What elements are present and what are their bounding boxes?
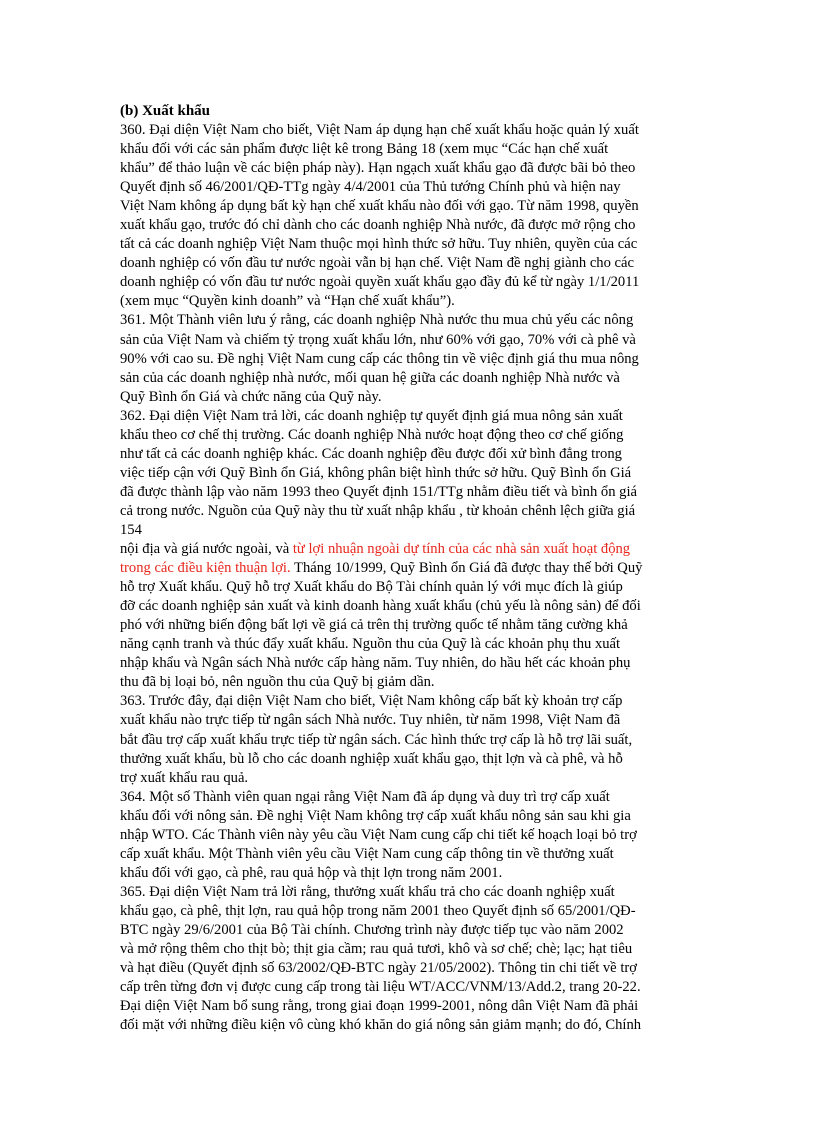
text-line: [120, 616, 668, 635]
text-line: [120, 273, 668, 292]
text-line: [120, 559, 668, 578]
text-segment: phó với những biến động bất lợi về giá cả trên thị trường quốc tế nhằm tăng cường khả: [120, 617, 628, 634]
text-segment: 365. Đại diện Việt Nam trả lời rằng, thưởng xuất khẩu trả cho các doanh nghiệp xuất: [120, 883, 615, 900]
text-line: [120, 140, 668, 159]
text-line: [120, 540, 668, 559]
text-segment: Việt Nam không áp dụng bất kỳ hạn chế xuất khẩu nào đối với gạo. Từ năm 1998, quyền: [120, 198, 639, 215]
text-line: [120, 445, 668, 464]
text-segment: khẩu đối với nông sản. Đề nghị Việt Nam không trợ cấp xuất khẩu nông sản sau khi gia: [120, 807, 631, 824]
text-line: [120, 902, 668, 921]
text-line: [120, 483, 668, 502]
text-line: [120, 750, 668, 769]
text-segment: cấp trên từng đơn vị được cung cấp trong tài liệu WT/ACC/VNM/13/Add.2, trang 20-22.: [120, 979, 641, 996]
text-segment: Đại diện Việt Nam bổ sung rằng, trong giai đoạn 1999-2001, nông dân Việt Nam đã phải: [120, 998, 639, 1015]
text-line: [120, 731, 668, 750]
text-segment: xuất khẩu nào trực tiếp từ ngân sách Nhà nước. Tuy nhiên, từ năm 1998, Việt Nam đã: [120, 712, 621, 729]
text-segment: bắt đầu trợ cấp xuất khẩu trực tiếp từ ngân sách. Các hình thức trợ cấp là hỗ trợ lãi suất,: [120, 731, 633, 748]
text-line: [120, 350, 668, 369]
highlighted-text: từ lợi nhuận ngoài dự tính của các nhà sản xuất hoạt động: [292, 541, 631, 558]
text-line: [120, 159, 668, 178]
text-segment: 90% với cao su. Đề nghị Việt Nam cung cấp các thông tin về việc định giá thu mua nông: [120, 350, 639, 367]
text-line: [120, 997, 668, 1016]
text-segment: xuất khẩu gạo, trước đó chỉ dành cho các doanh nghiệp Nhà nước, đã được mở rộng cho: [120, 217, 636, 234]
text-line: [120, 254, 668, 273]
text-line: [120, 883, 668, 902]
text-line: [120, 959, 668, 978]
text-segment: Quyết định số 46/2001/QĐ-TTg ngày 4/4/2001 của Thủ tướng Chính phủ và hiện nay: [120, 179, 621, 196]
text-segment: 364. Một số Thành viên quan ngại rằng Việt Nam đã áp dụng và duy trì trợ cấp xuất: [120, 788, 610, 805]
text-line: [120, 711, 668, 730]
text-segment: 361. Một Thành viên lưu ý rằng, các doanh nghiệp Nhà nước thu mua chủ yếu các nông: [120, 312, 634, 329]
text-line: [120, 426, 668, 445]
text-segment: cấp xuất khẩu. Một Thành viên yêu cầu Việt Nam cung cấp thông tin về thưởng xuất: [120, 845, 614, 862]
text-line: [120, 864, 668, 883]
text-segment: doanh nghiệp có vốn đầu tư nước ngoài quyền xuất khẩu gạo đầy đủ kể từ ngày 1/1/2011: [120, 274, 640, 291]
text-segment: đã được thành lập vào năm 1993 theo Quyết định 151/TTg nhằm điều tiết và bình ổn giá: [120, 483, 637, 500]
text-line: [120, 826, 668, 845]
text-segment: khẩu đối với các sản phẩm được liệt kê trong Bảng 18 (xem mục “Các hạn chế xuất: [120, 141, 609, 158]
text-segment: và hạt điều (Quyết định số 63/2002/QĐ-BTC ngày 21/05/2002). Thông tin chi tiết về trợ: [120, 960, 637, 977]
text-segment: đỡ các doanh nghiệp sản xuất và kinh doanh hàng xuất khẩu (chủ yếu là nông sản) để đối: [120, 598, 641, 615]
text-segment: 362. Đại diện Việt Nam trả lời, các doanh nghiệp tự quyết định giá mua nông sản xuất: [120, 407, 623, 424]
text-segment: hỗ trợ Xuất khẩu. Quỹ hỗ trợ Xuất khẩu do Bộ Tài chính quản lý với mục đích là giúp: [120, 579, 623, 596]
text-line: [120, 635, 668, 654]
text-line: [120, 769, 668, 788]
text-segment: sản của các doanh nghiệp nhà nước, mối quan hệ giữa các doanh nghiệp Nhà nước và: [120, 369, 620, 386]
text-segment: đối mặt với những điều kiện vô cùng khó khăn do giá nông sản giảm mạnh; do đó, Chính: [120, 1017, 642, 1034]
text-line: [120, 197, 668, 216]
text-segment: cả trong nước. Nguồn của Quỹ này thu từ xuất nhập khẩu , từ khoản chênh lệch giữa giá: [120, 502, 636, 519]
text-line: [120, 311, 668, 330]
text-line: [120, 845, 668, 864]
text-line: [120, 331, 668, 350]
text-segment: 363. Trước đây, đại diện Việt Nam cho biết, Việt Nam không cấp bất kỳ khoản trợ cấp: [120, 693, 623, 710]
text-line: [120, 121, 668, 140]
text-segment: 154: [120, 521, 142, 538]
text-line: [120, 407, 668, 426]
text-line: [120, 521, 668, 540]
text-segment: doanh nghiệp có vốn đầu tư nước ngoài vẫn bị hạn chế. Việt Nam đề nghị giành cho các: [120, 255, 634, 272]
text-segment: thu đã bị loại bỏ, nên nguồn thu của Quỹ bị giảm dần.: [120, 674, 435, 691]
text-line: [120, 464, 668, 483]
text-segment: trợ xuất khẩu rau quả.: [120, 769, 249, 786]
text-line: [120, 388, 668, 407]
text-segment: Tháng 10/1999, Quỹ Bình ổn Giá đã được thay thế bởi Quỹ: [290, 560, 643, 577]
highlighted-text: trong các điều kiện thuận lợi.: [120, 560, 291, 577]
text-line: [120, 597, 668, 616]
text-segment: việc tiếp cận với Quỹ Bình ổn Giá, không phân biệt hình thức sở hữu. Quỹ Bình ổn Giá: [120, 464, 632, 481]
text-line: [120, 807, 668, 826]
text-segment: như tất cả các doanh nghiệp khác. Các doanh nghiệp đều được đối xử bình đẳng trong: [120, 445, 622, 462]
text-segment: khẩu theo cơ chế thị trường. Các doanh nghiệp Nhà nước hoạt động theo cơ chế giống: [120, 426, 624, 443]
text-segment: khẩu gạo, cà phê, thịt lợn, rau quả hộp trong năm 2001 theo Quyết định số 65/2001/QĐ-: [120, 902, 636, 919]
text-segment: năng cạnh tranh và thúc đẩy xuất khẩu. Nguồn thu của Quỹ là các khoản phụ thu xuất: [120, 636, 621, 653]
text-segment: tất cả các doanh nghiệp Việt Nam thuộc mọi hình thức sở hữu. Tuy nhiên, quyền của các: [120, 236, 638, 253]
text-segment: (xem mục “Quyền kinh doanh” và “Hạn chế xuất khẩu”).: [120, 293, 455, 310]
text-line: [120, 1016, 668, 1035]
text-segment: BTC ngày 29/6/2001 của Bộ Tài chính. Chương trình này được tiếp tục vào năm 2002: [120, 921, 624, 938]
text-line: [120, 788, 668, 807]
text-line: [120, 692, 668, 711]
text-segment: khẩu đối với gạo, cà phê, rau quả hộp và thịt lợn trong năm 2001.: [120, 864, 503, 881]
text-line: [120, 292, 668, 311]
document-body: [120, 121, 668, 1035]
text-segment: thưởng xuất khẩu, bù lỗ cho các doanh nghiệp xuất khẩu gạo, thịt lợn và cà phê, và hỗ: [120, 750, 623, 767]
text-segment: Quỹ Bình ổn Giá và chức năng của Quỹ này.: [120, 388, 382, 405]
text-segment: và mở rộng thêm cho thịt bò; thịt gia cầm; rau quả tươi, khô và sơ chế; chè; lạc; hạt tiêu: [120, 941, 633, 958]
text-line: [120, 216, 668, 235]
text-segment: nhập khẩu và Ngân sách Nhà nước cấp hàng năm. Tuy nhiên, do hầu hết các khoản phụ: [120, 655, 631, 672]
text-line: [120, 369, 668, 388]
section-heading: (b) Xuất khẩu: [120, 103, 211, 119]
text-line: [120, 940, 668, 959]
text-line: [120, 178, 668, 197]
text-line: [120, 978, 668, 997]
text-line: [120, 654, 668, 673]
text-line: [120, 578, 668, 597]
text-segment: sản của Việt Nam và chiếm tỷ trọng xuất khẩu lớn, như 60% với gạo, 70% với cà phê và: [120, 331, 636, 348]
text-segment: 360. Đại diện Việt Nam cho biết, Việt Nam áp dụng hạn chế xuất khẩu hoặc quản lý xuất: [120, 122, 639, 138]
text-segment: khẩu” để thảo luận về các biện pháp này). Hạn ngạch xuất khẩu gạo đã được bãi bỏ theo: [120, 160, 636, 177]
text-line: [120, 921, 668, 940]
text-segment: nội địa và giá nước ngoài, và: [120, 541, 293, 558]
text-segment: nhập WTO. Các Thành viên này yêu cầu Việt Nam cung cấp chi tiết kế hoạch loại bỏ trợ: [120, 826, 637, 843]
text-line: [120, 673, 668, 692]
text-line: [120, 235, 668, 254]
document-page: [120, 102, 668, 1035]
text-line: [120, 502, 668, 521]
